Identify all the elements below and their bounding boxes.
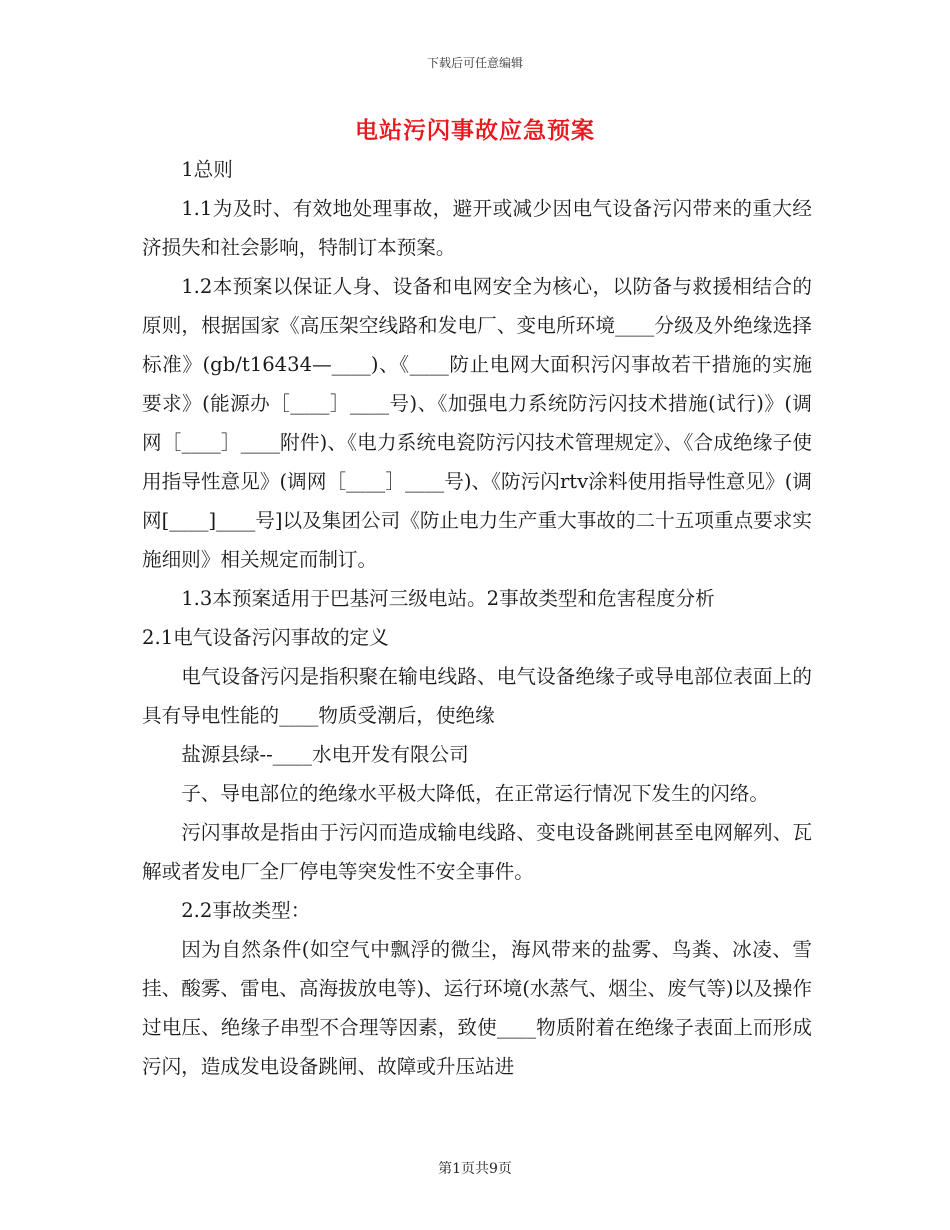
paragraph-1-1: 1.1为及时、有效地处理事故，避开或减少因电气设备污闪带来的重大经济损失和社会影响，特制订本预案。	[142, 197, 812, 259]
company-name-line: 盐源县绿--____水电开发有限公司	[181, 743, 469, 766]
section-heading-2-1: 2.1电气设备污闪事故的定义	[142, 626, 389, 649]
paragraph-definition-cont: 子、导电部位的绝缘水平极大降低，在正常运行情况下发生的闪络。	[181, 782, 769, 805]
section-heading-general: 1总则	[181, 158, 233, 181]
paragraph-causes: 因为自然条件(如空气中飘浮的微尘，海风带来的盐雾、鸟粪、冰凌、雪挂、酸雾、雷电、高海拔放电等)、运行环境(水蒸气、烟尘、废气等)以及操作过电压、绝缘子串型不合理等因素，致使____物质附着在绝缘子表面上而形成污闪，造成发电设备跳闸、故障或升压站进	[142, 938, 812, 1078]
document-body	[142, 150, 812, 1086]
paragraph-1-3: 1.3本预案适用于巴基河三级电站。2事故类型和危害程度分析	[181, 587, 715, 610]
page-header-note: 下载后可任意编辑	[426, 56, 523, 70]
section-heading-2-2: 2.2事故类型：	[181, 899, 311, 922]
document-title: 电站污闪事故应急预案	[355, 117, 595, 144]
page-number: 第1页共9页	[438, 1161, 512, 1177]
paragraph-definition: 电气设备污闪是指积聚在输电线路、电气设备绝缘子或导电部位表面上的具有导电性能的____物质受潮后，使绝缘	[142, 665, 812, 727]
paragraph-accident-definition: 污闪事故是指由于污闪而造成输电线路、变电设备跳闸甚至电网解列、瓦解或者发电厂全厂停电等突发性不安全事件。	[142, 821, 812, 883]
paragraph-1-2: 1.2本预案以保证人身、设备和电网安全为核心，以防备与救援相结合的原则，根据国家《高压架空线路和发电厂、变电所环境____分级及外绝缘选择标准》(gb/t16434—____)、《____防止电网大面积污闪事故若干措施的实施要求》(能源办［____］____号)、《加强电力系统防污闪技术措施(试行)》(调网［____］____附件)、《电力系统电瓷防污闪技术管理规定》、《合成绝缘子使用指导性意见》(调网［____］____号)、《防污闪rtv涂料使用指导性意见》(调网[____]____号]以及集团公司《防止电力生产重大事故的二十五项重点要求实施细则》相关规定而制订。	[142, 275, 812, 571]
